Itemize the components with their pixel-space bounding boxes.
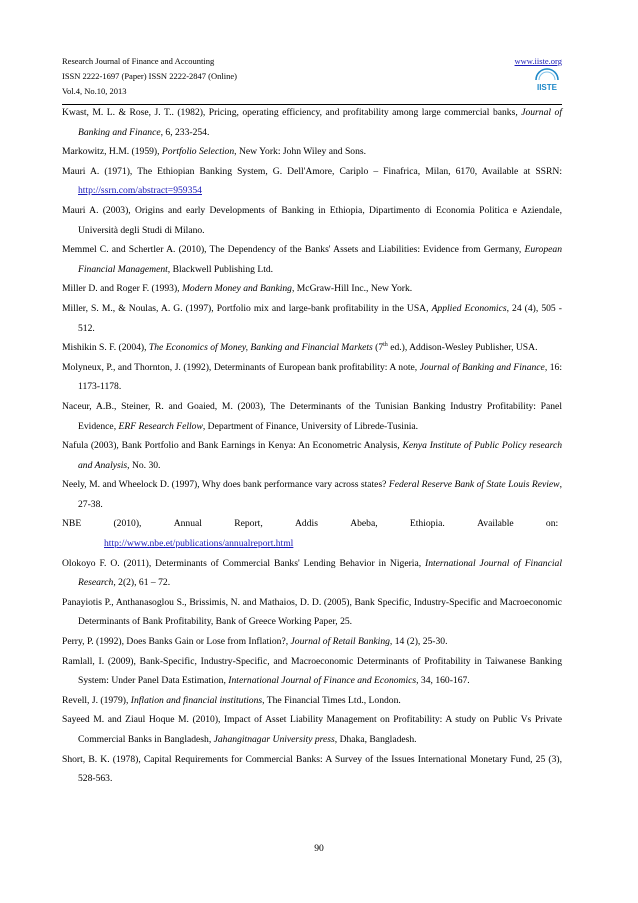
reference-link[interactable]: http://www.nbe.et/publications/annualreport.html — [104, 538, 294, 550]
reference-text: , Dhaka, Bangladesh. — [334, 734, 417, 745]
reference-text: Markowitz, H.M. (1959), — [62, 146, 162, 158]
reference-title: Applied Economics — [431, 302, 507, 314]
reference-title: European Financial Management — [78, 244, 562, 275]
reference-text: , Blackwell Publishing Ltd. — [167, 263, 274, 275]
reference-title: Jahangitnagar University press — [213, 734, 335, 745]
reference-text: , 2(2), 61 – 72. — [113, 577, 171, 589]
reference-text: 34, 160-167. — [418, 675, 470, 687]
reference-entry — [62, 279, 562, 299]
reference-text: Ramlall, I. (2009), Bank-Specific, Industry-Specific, and Macroeconomic Determinants of Profitability in Taiwanese Banking System: Under Panel Data Estimation, — [62, 655, 562, 687]
reference-word: (2010), — [113, 518, 142, 530]
reference-title: International Journal of Financial Research — [78, 557, 562, 589]
reference-entry — [62, 103, 562, 142]
reference-text: Miller D. and Roger F. (1993), — [62, 283, 182, 295]
reference-title: International Journal of Finance and Economics, — [228, 675, 419, 687]
reference-text: , The Financial Times Ltd., London. — [262, 694, 401, 706]
reference-word: Report, — [234, 518, 263, 530]
reference-title: Journal of Banking and Finance — [78, 107, 562, 138]
reference-title: Journal of Banking and Finance — [419, 361, 545, 373]
reference-text: Miller, S. M., & Noulas, A. G. (1997), Portfolio mix and large-bank profitability in the USA, — [62, 302, 432, 314]
reference-entry — [62, 514, 562, 553]
reference-text: Neely, M. and Wheelock D. (1997), Why does bank performance vary across states? — [62, 479, 389, 491]
reference-entry — [62, 162, 562, 201]
reference-entry — [62, 397, 562, 436]
journal-name: Research Journal of Finance and Accounting — [62, 56, 215, 66]
issn: ISSN 2222-1697 (Paper) ISSN 2222-2847 (Online) — [62, 71, 237, 81]
reference-text: , No. 30. — [127, 459, 161, 471]
reference-title: ERF Research Fellow — [118, 420, 203, 432]
reference-word: Available — [477, 518, 514, 530]
reference-title: The Economics of Money, Banking and Financial Markets — [148, 342, 373, 354]
reference-text: , McGraw-Hill Inc., New York. — [291, 283, 413, 295]
page-number: 90 — [314, 843, 324, 854]
reference-entry — [62, 652, 562, 691]
reference-title: Federal Reserve Bank of State Louis Review — [388, 479, 560, 491]
reference-text: Mishikin S. F. (2004), — [62, 342, 149, 354]
reference-entry — [62, 201, 562, 240]
reference-word: Ethiopia. — [409, 518, 445, 530]
reference-text: Kwast, M. L. & Rose, J. T.. (1982), Pricing, operating efficiency, and profitability among large commercial banks, — [62, 107, 522, 118]
reference-entry — [62, 475, 562, 514]
reference-entry — [62, 240, 562, 279]
reference-title: Journal of Retail Banking — [290, 636, 390, 648]
reference-text: Mauri A. (1971), The Ethiopian Banking System, G. Dell'Amore, Cariplo – Finafrica, Milan, 6170, Available at SSRN: — [62, 165, 562, 177]
logo-text: IISTE — [536, 83, 558, 92]
reference-title: Modern Money and Banking — [181, 283, 292, 295]
reference-text: Memmel C. and Schertler A. (2010), The Dependency of the Banks' Assets and Liabilities: Evidence from Germany, — [62, 244, 525, 256]
reference-text: Naceur, A.B., Steiner, R. and Goaied, M. (2003), The Determinants of the Tunisian Banking Industry Profitability: Panel Evidence, — [62, 400, 562, 432]
iiste-logo — [532, 68, 562, 92]
journal-website-link[interactable]: www.iiste.org — [514, 56, 562, 66]
reference-entry — [62, 750, 562, 789]
reference-entry — [62, 358, 562, 397]
reference-text: NBE (2010), Annual Report, Addis Abeba, Ethiopia. Available on: — [78, 514, 562, 534]
reference-text: (7 — [372, 342, 384, 354]
reference-text: Molyneux, P., and Thornton, J. (1992), Determinants of European bank profitability: A note, — [62, 361, 420, 373]
reference-word: Addis — [295, 518, 318, 530]
reference-entry — [62, 593, 562, 632]
reference-title: Kenya Institute of Public Policy research and Analysis — [78, 440, 563, 471]
reference-text: Short, B. K. (1978), Capital Requirements for Commercial Banks: A Survey of the Issues International Monetary Fund, 25 (3), 528-563. — [62, 753, 562, 785]
reference-word: NBE — [62, 518, 82, 530]
reference-text: , 27-38. — [78, 479, 562, 510]
reference-text: , Department of Finance, University of Librede-Tusinia. — [202, 420, 419, 432]
reference-text: Mauri A. (2003), Origins and early Developments of Banking in Ethiopia, Dipartimento di Economia Politica e Aziendale, Università degli Studi di Milano. — [62, 204, 562, 236]
reference-entry — [62, 691, 562, 711]
reference-entry — [62, 338, 562, 358]
reference-text: ed.), Addison-Wesley Publisher, USA. — [387, 342, 538, 354]
reference-title: Portfolio Selection — [161, 146, 235, 158]
reference-superscript: th — [383, 341, 388, 348]
reference-text: , 16: 1173-1178. — [78, 361, 562, 393]
reference-entry — [62, 299, 562, 338]
reference-text: Panayiotis P., Anthanasoglou S., Brissimis, N. and Mathaios, D. D. (2005), Bank Specific, Industry-Specific and Macroeconomic Determinants of Bank Profitability, Bank of Greece Working Paper, 25. — [62, 596, 562, 628]
reference-entry — [62, 632, 562, 652]
reference-text: Perry, P. (1992), Does Banks Gain or Lose from Inflation?, — [62, 636, 291, 648]
reference-list — [62, 103, 562, 789]
reference-text: , 6, 233-254. — [160, 126, 210, 138]
reference-text: Nafula (2003), Bank Portfolio and Bank Earnings in Kenya: An Econometric Analysis, — [62, 440, 403, 452]
reference-text: Olokoyo F. O. (2011), Determinants of Commercial Banks' Lending Behavior in Nigeria, — [62, 557, 426, 569]
reference-entry — [62, 554, 562, 593]
reference-text: , 24 (4), 505 - 512. — [78, 302, 562, 334]
reference-word: Abeba, — [350, 518, 378, 530]
reference-link[interactable]: http://ssrn.com/abstract=959354 — [78, 185, 202, 197]
reference-text: , New York: John Wiley and Sons. — [234, 146, 367, 158]
reference-text: Sayeed M. and Ziaul Hoque M. (2010), Impact of Asset Liability Management on Profitability: A study on Public Vs Private Commercial Banks in Bangladesh, — [62, 714, 562, 745]
reference-entry — [62, 710, 562, 749]
reference-title: Inflation and financial institutions — [130, 694, 263, 706]
reference-entry — [62, 436, 562, 475]
page-header — [62, 54, 562, 99]
reference-text: , 14 (2), 25-30. — [389, 636, 448, 648]
reference-entry — [62, 142, 562, 162]
reference-text: Revell, J. (1979), — [62, 694, 131, 706]
volume: Vol.4, No.10, 2013 — [62, 86, 127, 96]
reference-word: Annual — [173, 518, 202, 530]
